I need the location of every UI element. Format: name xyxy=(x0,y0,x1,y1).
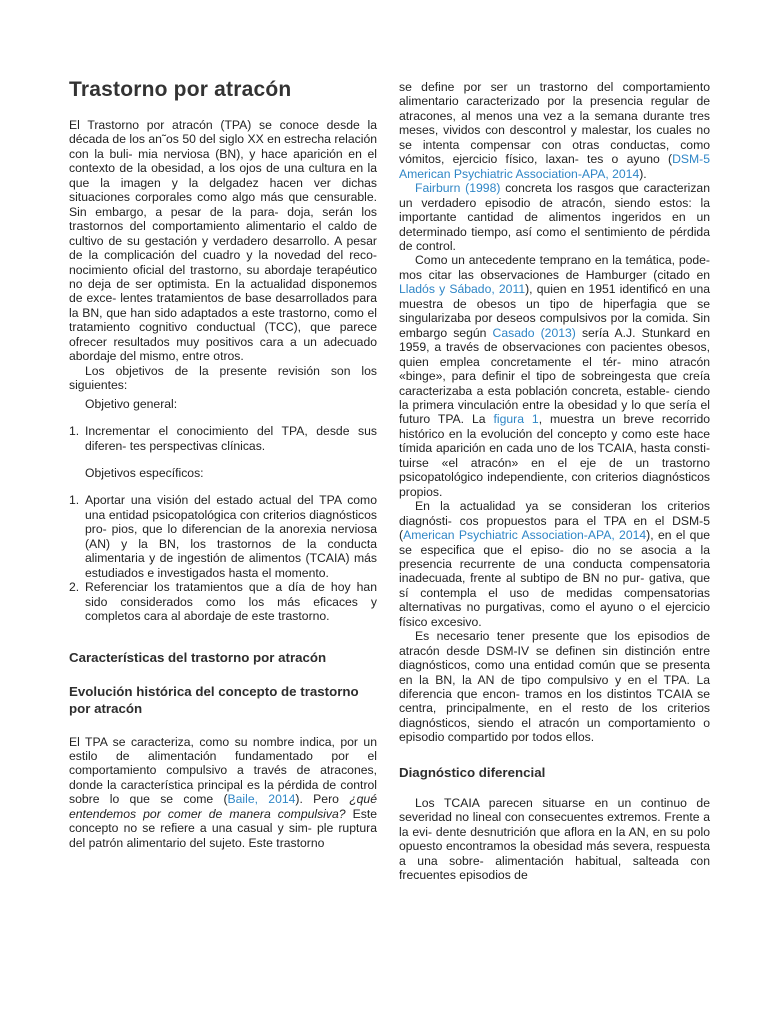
general-objectives-list xyxy=(69,424,377,453)
body-paragraph xyxy=(399,181,710,253)
text-run: , muestra un breve recorrido histórico en la evolución del concepto y como este hace tímida aparición en cada uno de los TCAIA, hasta consti- tuirse «el atracón» en el eje de un trastorno psicopatológico independiente, con criterios diagnósticos propios. xyxy=(399,412,710,499)
text-run: ), en el que se especifica que el episo- dio no se asocia a la presencia recurrente de una conducta compensatoria inadecuada, frente al subtipo de BN no pur- gativa, que sí contempla el uso de medidas compensatorias alternativas no purgativas, como el ayuno o el ejercicio físico excesivo. xyxy=(399,528,711,629)
list-item xyxy=(69,580,377,623)
body-paragraph xyxy=(399,499,710,629)
list-text: Aportar una visión del estado actual del TPA como una entidad psicopatológica con criterios diagnósticos pro- pios, que lo diferencian de la anorexia nerviosa (AN) y la BN, los trastornos de la conducta alimentaria y de ingestión de alimentos (TCAIA) más estudiados e investigados hasta el momento. xyxy=(85,493,377,580)
section-heading: Características del trastorno por atracón xyxy=(69,649,327,665)
citation-link-fairburn[interactable]: Fairburn (1998) xyxy=(415,181,501,196)
body-paragraph: Los TCAIA parecen situarse en un continuo de severidad no lineal con consecuentes extremos. Frente a la evi- dente desnutrición que aflora en la AN, en su polo opuesto encontramos la obesidad más severa, respuesta a una sobre- alimentación habitual, salteada con frecuentes episodios de xyxy=(399,795,710,883)
text-run: Este concepto no se refiere a una casual y sim- ple ruptura del patrón alimentario del sujeto. Este trastorno xyxy=(69,806,377,850)
text-run: se define por ser un trastorno del comportamiento alimentario caracterizado por la presencia regular de atracones, al menos una vez a la semana durante tres meses, vividos con descontrol y malestar, los cuales no se intenta compensar con otras conductas, como vómitos, ejercicio físico, laxan- tes o ayuno ( xyxy=(399,80,710,167)
text-run: sería A.J. Stunkard en 1959, a través de observaciones con pacientes obesos, quien emplea concretamente el tér- mino atracón «binge», para definir el tipo de sobreingesta que creía caracterizaba a esta población concreta, estable- ciendo la primera vinculación entre la obesidad y lo que sería el futuro TPA. La xyxy=(399,325,711,427)
italic-question: ¿qué entendemos por comer de manera compulsiva? xyxy=(69,792,377,821)
body-paragraph xyxy=(69,735,377,851)
list-text: Referenciar los tratamientos que a día de hoy han sido considerados como los más eficaces y completos cara al abordaje de este trastorno. xyxy=(85,580,377,624)
list-item xyxy=(69,424,377,453)
subsection-heading: Evolución histórica del concepto de trastorno por atracón xyxy=(69,683,359,716)
text-run: concreta los rasgos que caracterizan un verdadero episodio de atracón, siendo estos: la importante cantidad de alimentos ingeridos en un determinado tiempo, así como el sentimiento de pérdida de control. xyxy=(399,181,710,253)
specific-objectives-label: Objetivos específicos: xyxy=(85,465,204,480)
general-objective-label: Objetivo general: xyxy=(85,396,178,411)
text-run: ). xyxy=(639,166,647,181)
citation-link-apa[interactable]: American Psychiatric Association-APA, 2014 xyxy=(403,528,647,543)
intro-paragraph: El Trastorno por atracón (TPA) se conoce desde la década de los an˜os 50 del siglo XX en estrecha relación con la buli- mia nerviosa (BN), y hace aparición en el contexto de la obesidad, a los ojos de una cultura en la que la imagen y la delgadez hacen ver dichas situaciones corporales como algo más que censurable. Sin embargo, a pesar de la para- doja, serán los trastornos del comportamiento alimentario el caldo de cultivo de su gestación y verdadero desarrollo. A pesar de la complicación del cuadro y la novedad del reco- nocimiento oficial del trastorno, su abordaje terapéutico no deja de ser optimista. En la actualidad disponemos de exce- lentes tratamientos de base desarrollados para la BN, que han sido adaptados a este trastorno, como el tratamiento cognitivo conductual (TCC), que parece ofrecer resultados muy positivos cara a un adecuado abordaje del mismo, entre otros. xyxy=(69,118,377,364)
list-text: Incrementar el conocimiento del TPA, desde sus diferen- tes perspectivas clínicas. xyxy=(85,424,377,453)
text-run: ). Pero xyxy=(295,792,350,807)
list-number: 1. xyxy=(69,493,80,508)
specific-objectives-list xyxy=(69,493,377,623)
citation-link-baile-2014[interactable]: Baile, 2014 xyxy=(227,792,296,807)
right-column xyxy=(399,80,710,883)
list-item xyxy=(69,493,377,580)
list-number: 2. xyxy=(69,580,80,595)
text-run: En la actualidad ya se consideran los criterios diagnósti- cos propuestos para el TPA en el DSM-5 ( xyxy=(399,499,710,543)
text-run: El TPA se caracteriza, como su nombre indica, por un estilo de alimentación fundamentado por el comportamiento compulsivo a través de atracones, donde la característica principal es la pérdida de control sobre lo que se come ( xyxy=(69,734,377,807)
body-paragraph xyxy=(399,80,710,181)
article-title: Trastorno por atracón xyxy=(69,78,292,101)
citation-link-dsm5[interactable]: DSM-5 American Psychiatric Association-APA, 2014 xyxy=(399,152,710,181)
citation-link-casado[interactable]: Casado (2013) xyxy=(492,325,576,340)
figure-link[interactable]: figura 1 xyxy=(493,412,539,427)
body-paragraph xyxy=(399,253,710,499)
text-run: Como un antecedente temprano en la temática, pode- mos citar las observaciones de Hamburger (citado en xyxy=(399,253,710,282)
text-run: ), quien en 1951 identificó en una muestra de obesos un tipo de hiperfagia que se singularizaba por deseos compulsivos por la comida. Sin embargo según xyxy=(399,282,710,340)
left-column xyxy=(69,78,377,850)
section-heading: Diagnóstico diferencial xyxy=(399,764,546,780)
body-paragraph: Es necesario tener presente que los episodios de atracón desde DSM-IV se definen sin distinción entre diagnósticos, como una entidad común que se presenta en la BN, la AN de tipo compulsivo y en el TPA. La diferencia que encon- tramos en los distintos TCAIA se centra, principalmente, en el resto de los criterios diagnósticos, siendo el atracón un comportamiento o episodio compartido por todos ellos. xyxy=(399,629,710,745)
list-number: 1. xyxy=(69,424,80,439)
objectives-intro: Los objetivos de la presente revisión son los siguientes: xyxy=(69,363,377,393)
citation-link-llados-sabado[interactable]: Lladós y Sábado, 2011 xyxy=(399,282,526,297)
